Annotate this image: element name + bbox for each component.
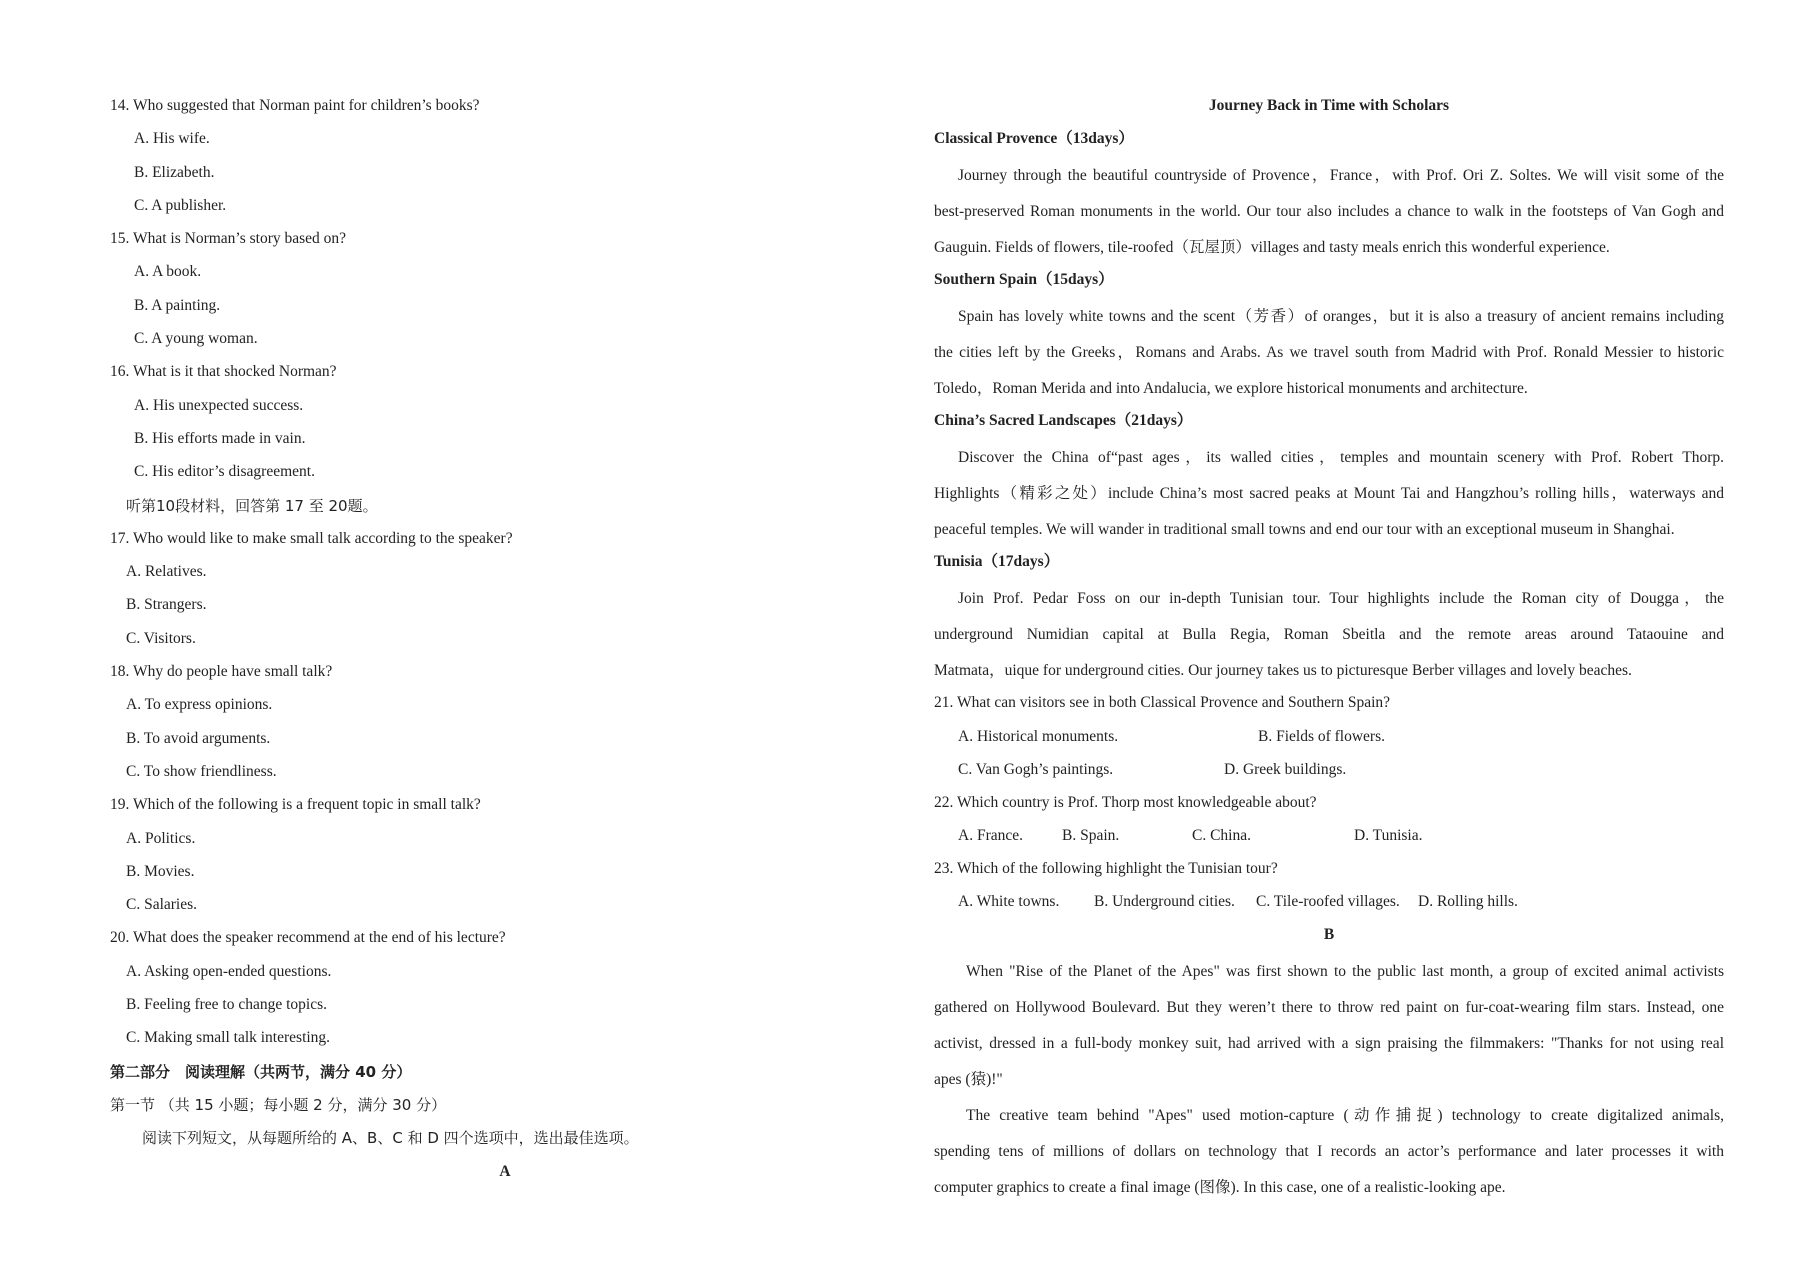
question-15: 15. What is Norman’s story based on?: [110, 230, 347, 248]
provence-heading: Classical Provence（13days）: [934, 130, 1134, 148]
q22-option-d: D. Tunisia.: [1354, 826, 1423, 844]
q22-option-a: A. France.: [958, 826, 1023, 844]
q21-option-d: D. Greek buildings.: [1224, 760, 1347, 778]
reading-instruction: 阅读下列短文，从每题所给的 A、B、C 和 D 四个选项中，选出最佳选项。: [142, 1129, 639, 1148]
tunisia-line-1: Join Prof. Pedar Foss on our in-depth Tunisian tour. Tour highlights include the Roman city of Dougga，the: [958, 590, 1724, 608]
b-p1-line-1: When "Rise of the Planet of the Apes" was first shown to the public last month, a group of excited animal activists: [966, 963, 1724, 981]
q14-option-a: A. His wife.: [134, 130, 210, 148]
china-paragraph: [934, 440, 1724, 548]
spain-line-1: Spain has lovely white towns and the scent（芳香）of oranges，but it is also a treasury of ancient remains including: [958, 308, 1724, 326]
spain-line-2: the cities left by the Greeks，Romans and Arabs. As we travel south from Madrid with Prof. Ronald Messier to historic: [934, 344, 1724, 362]
q21-options-row-1: [934, 723, 1724, 756]
q20-option-a: A. Asking open-ended questions.: [126, 962, 332, 980]
q23-option-b: B. Underground cities.: [1094, 893, 1235, 911]
question-16: 16. What is it that shocked Norman?: [110, 363, 337, 381]
china-line-1: Discover the China of“past ages，its walled cities，temples and mountain scenery with Prof. Robert Thorp.: [958, 449, 1724, 467]
tunisia-line-2: underground Numidian capital at Bulla Regia, Roman Sbeitla and the remote areas around Tataouine and: [934, 626, 1724, 644]
q17-option-c: C. Visitors.: [126, 629, 196, 647]
q21-option-a: A. Historical monuments.: [958, 727, 1119, 745]
question-14: 14. Who suggested that Norman paint for children’s books?: [110, 97, 480, 114]
q18-option-a: A. To express opinions.: [126, 696, 273, 714]
q23-option-c: C. Tile-roofed villages.: [1256, 893, 1400, 911]
q20-option-c: C. Making small talk interesting.: [126, 1029, 331, 1047]
q23-option-a: A. White towns.: [958, 893, 1060, 911]
q19-option-a: A. Politics.: [126, 829, 196, 847]
spain-line-3: Toledo，Roman Merida and into Andalucia, we explore historical monuments and architecture.: [934, 380, 1528, 398]
q22-options-row: [934, 822, 1724, 855]
china-line-3: peaceful temples. We will wander in traditional small towns and end our tour with an exceptional museum in Shanghai.: [934, 521, 1675, 539]
question-20: 20. What does the speaker recommend at the end of his lecture?: [110, 929, 506, 947]
part-two-heading: 第二部分 阅读理解（共两节，满分 40 分）: [110, 1062, 412, 1081]
provence-paragraph: [934, 158, 1724, 266]
q21-option-b: B. Fields of flowers.: [1258, 727, 1386, 745]
q16-option-b: B. His efforts made in vain.: [134, 429, 306, 447]
q14-option-c: C. A publisher.: [134, 196, 227, 214]
tunisia-heading: Tunisia（17days）: [934, 553, 1060, 571]
tunisia-line-3: Matmata，uique for underground cities. Our journey takes us to picturesque Berber villages and lovely beaches.: [934, 662, 1632, 680]
left-column: [110, 92, 910, 1191]
q23-option-d: D. Rolling hills.: [1418, 893, 1518, 911]
q21-options-row-2: [934, 756, 1724, 789]
q17-option-a: A. Relatives.: [126, 563, 207, 581]
q15-option-a: A. A book.: [134, 263, 202, 281]
q15-option-b: B. A painting.: [134, 296, 221, 314]
tunisia-paragraph: [934, 581, 1724, 689]
provence-line-1: Journey through the beautiful countryside of Provence，France，with Prof. Ori Z. Soltes. We will visit some of the: [958, 167, 1724, 185]
question-22: 22. Which country is Prof. Thorp most knowledgeable about?: [934, 793, 1317, 811]
b-p2-line-3: computer graphics to create a final image (图像). In this case, one of a realistic-looking ape.: [934, 1179, 1506, 1197]
question-21: 21. What can visitors see in both Classical Provence and Southern Spain?: [934, 694, 1391, 712]
right-column: [934, 92, 1724, 1206]
passage-b-paragraph-1: [934, 954, 1724, 1098]
q14-option-b: B. Elizabeth.: [134, 163, 215, 181]
question-19: 19. Which of the following is a frequent topic in small talk?: [110, 796, 481, 814]
provence-line-3: Gauguin. Fields of flowers, tile-roofed（瓦屋顶）villages and tasty meals enrich this wonderful experience.: [934, 239, 1610, 257]
passage-b-label: B: [1323, 926, 1335, 944]
q23-options-row: [934, 888, 1724, 921]
b-p1-line-4: apes (猿)!": [934, 1071, 1003, 1089]
q17-option-b: B. Strangers.: [126, 596, 207, 614]
spain-paragraph: [934, 299, 1724, 407]
q18-option-c: C. To show friendliness.: [126, 762, 277, 780]
question-17: 17. Who would like to make small talk according to the speaker?: [110, 529, 513, 547]
b-p2-line-1: The creative team behind "Apes" used motion-capture (动作捕捉) technology to create digitalized animals,: [966, 1107, 1724, 1125]
q18-option-b: B. To avoid arguments.: [126, 729, 271, 747]
china-line-2: Highlights（精彩之处）include China’s most sacred peaks at Mount Tai and Hangzhou’s rolling hills，waterways and: [934, 485, 1724, 503]
b-p1-line-3: activist, dressed in a full-body monkey suit, had arrived with a sign praising the filmmakers: "Thanks for not using real: [934, 1035, 1724, 1053]
q22-option-b: B. Spain.: [1062, 826, 1120, 844]
china-heading: China’s Sacred Landscapes（21days）: [934, 412, 1193, 430]
provence-line-2: best-preserved Roman monuments in the world. Our tour also includes a chance to walk in the footsteps of Van Gogh and: [934, 203, 1724, 221]
passage-title: Journey Back in Time with Scholars: [1208, 97, 1450, 114]
passage-a-label: A: [499, 1162, 511, 1180]
q16-option-c: C. His editor’s disagreement.: [134, 463, 315, 481]
q19-option-c: C. Salaries.: [126, 896, 198, 914]
listening-instruction: 听第10段材料，回答第 17 至 20题。: [126, 496, 378, 515]
q21-option-c: C. Van Gogh’s paintings.: [958, 760, 1114, 778]
q20-option-b: B. Feeling free to change topics.: [126, 996, 328, 1014]
question-18: 18. Why do people have small talk?: [110, 663, 333, 681]
q16-option-a: A. His unexpected success.: [134, 396, 304, 414]
b-p2-line-2: spending tens of millions of dollars on technology that I records an actor’s performance and later processes it with: [934, 1143, 1724, 1161]
q15-option-c: C. A young woman.: [134, 330, 258, 348]
spain-heading: Southern Spain（15days）: [934, 271, 1114, 289]
question-23: 23. Which of the following highlight the Tunisian tour?: [934, 859, 1278, 877]
q22-option-c: C. China.: [1192, 826, 1251, 844]
section-one-heading: 第一节 （共 15 小题；每小题 2 分，满分 30 分）: [110, 1095, 447, 1114]
passage-b-paragraph-2: [934, 1098, 1724, 1206]
b-p1-line-2: gathered on Hollywood Boulevard. But they weren’t there to throw red paint on fur-coat-wearing film stars. Instead, one: [934, 999, 1724, 1017]
q19-option-b: B. Movies.: [126, 862, 195, 880]
